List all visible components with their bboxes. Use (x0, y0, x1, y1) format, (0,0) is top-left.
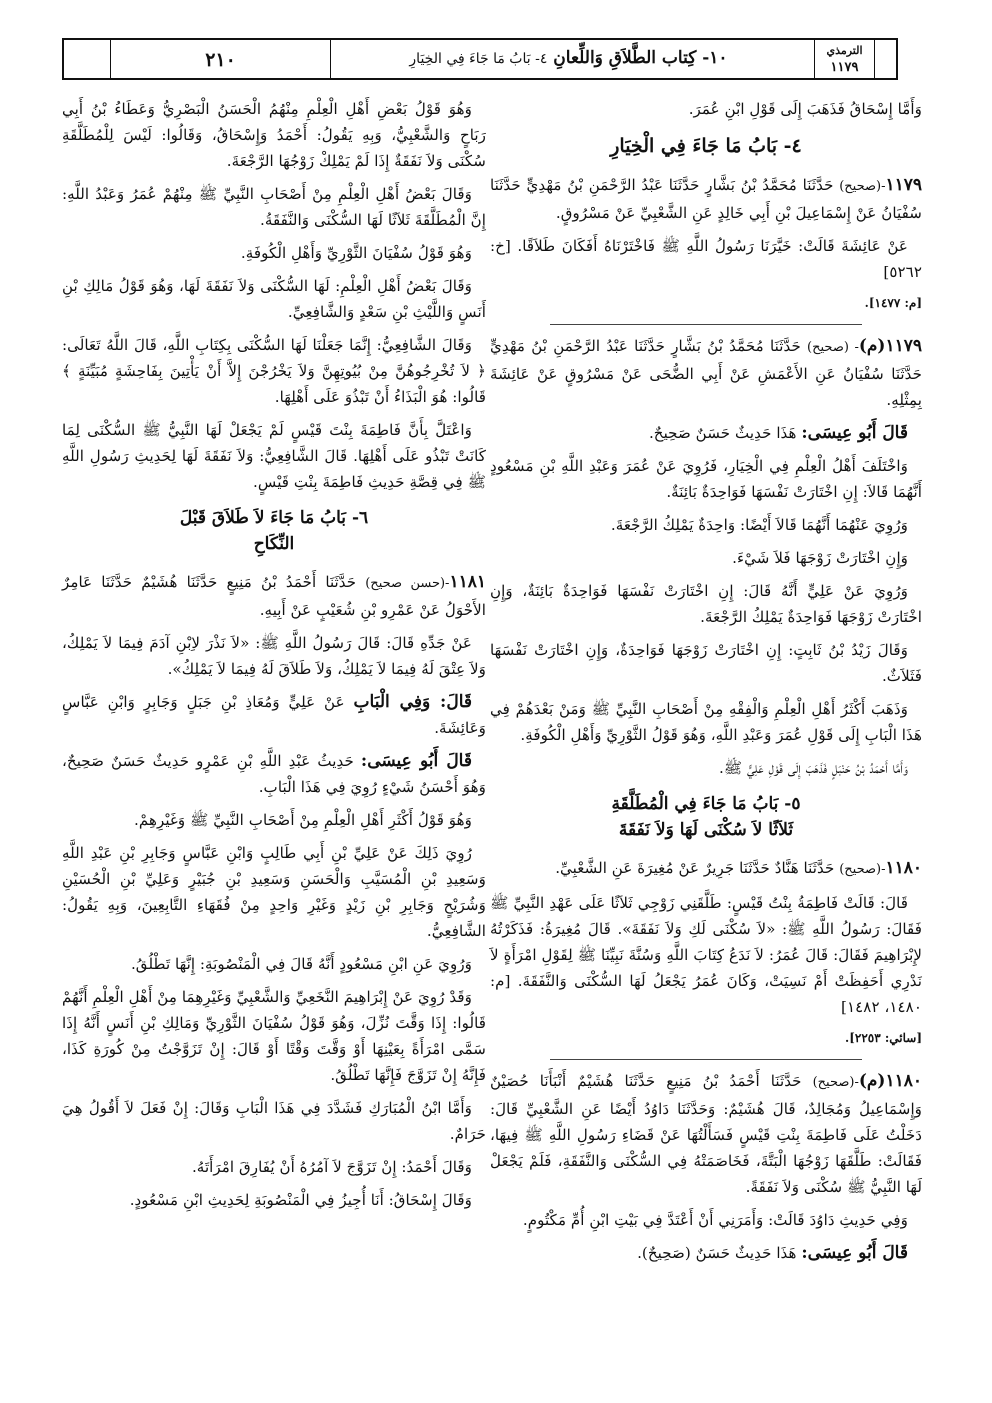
divider (550, 324, 862, 325)
hadith-number: ١١٨٠(م) (858, 1071, 922, 1091)
header-page-number-cell (110, 40, 330, 78)
header-blank-left (64, 40, 110, 78)
chapter-heading-line: النِّكَاحِ (253, 534, 295, 554)
chapter-heading (490, 791, 922, 843)
hadith-1180m (490, 1068, 922, 1200)
hadith-isnad: حَدَّثَنَا هَنَّادٌ حَدَّثَنَا جَرِيرٌ عَنْ مُغِيرَةَ عَنِ الشَّعْبِيِّ. (555, 859, 835, 877)
speaker-label: قَالَ أَبُو عِيسَى: (360, 751, 472, 771)
hadith-isnad: حَدَّثَنَا مُحَمَّدُ بْنُ بَشَّارٍ حَدَّثَنَا عَبْدُ الرَّحْمَنِ بْنُ مَهْدِيٍّ حَدَّثَنَا سُفْيَانُ عَنْ إِسْمَاعِيلَ بْنِ أَبِي خَالِدٍ عَنِ الشَّعْبِيِّ عَنْ مَسْرُوقٍ. (490, 176, 922, 222)
reference: [م: ١٤٧٧]. (864, 296, 922, 310)
header-title-cell (330, 40, 814, 78)
header-hadith-number: ١١٧٩ (830, 60, 859, 75)
hadith-1179m (490, 333, 922, 413)
hadith-number: ١١٧٩ (885, 175, 923, 195)
paragraph: وَهُوَ قَوْلُ أَكْثَرِ أَهْلِ الْعِلْمِ مِنْ أَصْحَابِ النَّبِيِّ ﷺ وَغَيْرِهِمْ. (134, 811, 472, 829)
paragraph: وَقَالَ أَحْمَدُ: إِنْ تَزَوَّجَ لاَ آمُرُهُ أَنْ يُفَارِقَ امْرَأَتَهُ. (191, 1158, 472, 1176)
hadith-matn: عَنْ جَدِّهِ قَالَ: قَالَ رَسُولُ اللَّهِ ﷺ: «لاَ نَذْرَ لاِبْنِ آدَمَ فِيمَا لاَ يَمْلِكُ، وَلاَ عِتْقَ لَهُ فِيمَا لاَ يَمْلِكُ، وَلاَ طَلاَقَ لَهُ فِيمَا لاَ يَمْلِكُ». (62, 634, 486, 678)
reference: [سائي: ٢٢٥٣]. (845, 1031, 922, 1045)
paragraph: وَأَمَّا ابْنُ الْمُبَارَكِ فَشَدَّدَ فِي هَذَا الْبَابِ وَقَالَ: إِنْ فَعَلَ لاَ أَقُولُ هِيَ حَرَامٌ. (62, 1099, 486, 1143)
hadith-grade: -(صحيح) (839, 862, 886, 877)
page-number: ٢١٠ (205, 49, 236, 71)
paragraph: وَفِي حَدِيثِ دَاوُدَ قَالَتْ: وَأَمَرَنِي أَنْ أَعْتَدَّ فِي بَيْتِ ابْنِ أُمِّ مَكْتُومٍ. (522, 1211, 908, 1229)
hadith-isnad: حَدَّثَنَا مُحَمَّدُ بْنُ بَشَّارٍ حَدَّثَنَا عَبْدُ الرَّحْمَنِ بْنُ مَهْدِيٍّ حَدَّثَنَا سُفْيَانُ عَنِ الأَعْمَشِ عَنْ أَبِي الضُّحَى عَنْ مَسْرُوقٍ عَنْ عَائِشَةَ بِمِثْلِهِ. (490, 337, 922, 409)
hadith-grade: -(حسن صحيح) (365, 576, 450, 591)
hadith-matn: عَنْ عَائِشَةَ قَالَتْ: خَيَّرَنَا رَسُولُ اللَّهِ ﷺ فَاخْتَرْنَاهُ أَفَكَانَ طَلاَقًا. [خ: ٥٢٦٢] (490, 237, 922, 281)
hadith-isnad: حَدَّثَنَا أَحْمَدُ بْنُ مَنِيعٍ حَدَّثَنَا هُشَيْمٌ حَدَّثَنَا عَامِرٌ الأَحْوَلُ عَنْ عَمْرِو بْنِ شُعَيْبٍ عَنْ أَبِيهِ. (62, 573, 486, 619)
hadith-number: ١١٨١ (449, 572, 486, 592)
hadith-1180 (490, 855, 922, 883)
paragraph: وَرُوِيَ عَنِ ابْنِ مَسْعُودٍ أَنَّهُ قَالَ فِي الْمَنْصُوبَةِ: إِنَّهَا تَطْلُقُ. (130, 955, 472, 973)
paragraph: وَرُوِيَ عَنْ عَلِيٍّ أَنَّهُ قَالَ: إِنِ اخْتَارَتْ نَفْسَهَا فَوَاحِدَةٌ بَائِنَةٌ، وَإِنِ اخْتَارَتْ زَوْجَهَا فَوَاحِدَةٌ يَمْلِكُ الرَّجْعَةَ. (490, 582, 922, 626)
running-title (331, 48, 806, 68)
paragraph: وَأَمَّا إِسْحَاقُ فَذَهَبَ إِلَى قَوْلِ ابْنِ عُمَرَ. (688, 100, 922, 118)
paragraph: وَاعْتَلَّ بِأَنَّ فَاطِمَةَ بِنْتَ قَيْسٍ لَمْ يَجْعَلْ لَهَا النَّبِيُّ ﷺ السُّكْنَى لِمَا كَانَتْ تَبْذُو عَلَى أَهْلِهَا. قَالَ الشَّافِعِيُّ: وَلاَ نَفَقَةَ لَهَا لِحَدِيثِ رَسُولِ اللَّهِ ﷺ فِي قِصَّةِ حَدِيثِ فَاطِمَةَ بِنْتِ قَيْسٍ. (62, 421, 486, 491)
page-header (62, 38, 898, 80)
right-column (490, 96, 922, 1273)
comment-text: هَذَا حَدِيثٌ حَسَنٌ (صَحِيحٌ). (637, 1244, 797, 1262)
chapter-heading-line: ٥- بَابُ مَا جَاءَ فِي الْمُطَلَّقَةِ (611, 794, 801, 814)
comment-text: حَدِيثُ عَبْدِ اللَّهِ بْنِ عَمْرٍو حَدِيثٌ حَسَنٌ صَحِيحٌ، وَهُوَ أَحْسَنُ شَيْءٍ رُوِيَ فِي هَذَا الْبَابِ. (62, 752, 486, 796)
paragraph: وَقَالَ زَيْدُ بْنُ ثَابِتٍ: إِنِ اخْتَارَتْ زَوْجَهَا فَوَاحِدَةٌ، وَإِنِ اخْتَارَتْ نَفْسَهَا فَثَلاَثٌ. (490, 641, 922, 685)
paragraph: وَقَالَ إِسْحَاقُ: أَنَا أُجِيزُ فِي الْمَنْصُوبَةِ لِحَدِيثِ ابْنِ مَسْعُودٍ. (129, 1191, 472, 1209)
hadith-grade: - (صحيح) (807, 340, 859, 355)
hadith-grade: -(صحيح) (839, 179, 886, 194)
chapter-heading-line: ثَلاَثًا لاَ سُكْنَى لَهَا وَلاَ نَفَقَةَ (618, 820, 794, 840)
chapter-heading (62, 505, 486, 557)
speaker-label: قَالَ أَبُو عِيسَى: (801, 1243, 908, 1263)
paragraph: وَقَالَ بَعْضُ أَهْلِ الْعِلْمِ مِنْ أَصْحَابِ النَّبِيِّ ﷺ مِنْهُمْ عُمَرُ وَعَبْدُ اللَّهِ: إِنَّ الْمُطَلَّقَةَ ثَلاَثًا لَهَا السُّكْنَى وَالنَّفَقَةُ. (62, 185, 486, 229)
comment-text: عَنْ عَلِيٍّ وَمُعَاذِ بْنِ جَبَلٍ وَجَابِرٍ وَابْنِ عَبَّاسٍ وَعَائِشَةَ. (62, 693, 486, 737)
header-blank-right (874, 40, 896, 78)
hadith-1181 (62, 569, 486, 623)
chapter-title: ١٠- كِتاب الطَّلاَقِ وَاللِّعانِ (553, 48, 728, 68)
hadith-text: حَدَّثَنَا أَحْمَدُ بْنُ مَنِيعٍ حَدَّثَنَا هُشَيْمٌ أَنْبَأَنَا حُصَيْنٌ وَإِسْمَاعِيلُ وَمُجَالِدٌ، قَالَ هُشَيْمٌ: وَحَدَّثَنَا دَاوُدُ أَيْضًا عَنِ الشَّعْبِيِّ قَالَ: دَخَلْتُ عَلَى فَاطِمَةَ بِنْتِ قَيْسٍ فَسَأَلْتُهَا عَنْ قَضَاءِ رَسُولِ اللَّهِ ﷺ فِيهَا، فَقَالَتْ: طَلَّقَهَا زَوْجُهَا الْبَتَّةَ، فَخَاصَمَتْهُ فِي السُّكْنَى وَالنَّفَقَةِ، فَلَمْ يَجْعَلْ لَهَا النَّبِيُّ ﷺ سُكْنَى وَلاَ نَفَقَةً. (490, 1072, 922, 1196)
abu-isa-comment (62, 748, 486, 800)
left-column (62, 96, 486, 1220)
abu-isa-comment (490, 420, 922, 446)
paragraph: وَإِنِ اخْتَارَتْ زَوْجَهَا فَلاَ شَيْءَ. (732, 549, 908, 567)
paragraph: وَذَهَبَ أَكْثَرُ أَهْلِ الْعِلْمِ وَالْفِقْهِ مِنْ أَصْحَابِ النَّبِيِّ ﷺ وَمَنْ بَعْدَهُمْ فِي هَذَا الْبَابِ إِلَى قَوْلِ عُمَرَ وَعَبْدِ اللَّهِ، وَهُوَ قَوْلُ الثَّوْرِيِّ وَأَهْلِ الْكُوفَةِ. (490, 700, 922, 744)
hadith-number: ١١٨٠ (885, 858, 922, 878)
hadith-grade: -(صحيح) (812, 1075, 859, 1090)
header-book-cell (814, 40, 874, 78)
abu-isa-comment (490, 1240, 922, 1266)
paragraph: وَقَالَ بَعْضُ أَهْلِ الْعِلْمِ: لَهَا السُّكْنَى وَلاَ نَفَقَةَ لَهَا، وَهُوَ قَوْلُ مَالِكِ بْنِ أَنَسٍ وَاللَّيْثِ بْنِ سَعْدٍ وَالشَّافِعِيِّ. (62, 277, 486, 321)
divider (550, 1059, 862, 1060)
paragraph: وَاخْتَلَفَ أَهْلُ الْعِلْمِ فِي الْخِيَارِ، فَرُوِيَ عَنْ عُمَرَ وَعَبْدِ اللَّهِ بْنِ مَسْعُودٍ أَنَّهُمَا قَالاَ: إِنِ اخْتَارَتْ نَفْسَهَا فَوَاحِدَةٌ بَائِنَةٌ. (490, 457, 922, 501)
paragraph: وَأَمَّا أَحْمَدُ بْنُ حَنْبَلٍ فَذَهَبَ إِلَى قَوْلِ عَلِيٍّ ﷺ. (718, 759, 908, 777)
paragraph: رُوِيَ ذَلِكَ عَنْ عَلِيِّ بْنِ أَبِي طَالِبٍ وَابْنِ عَبَّاسٍ وَجَابِرِ بْنِ عَبْدِ اللَّهِ وَسَعِيدِ بْنِ الْمُسَيَّبِ وَالْحَسَنِ وَسَعِيدِ بْنِ جُبَيْرٍ وَعَلِيِّ بْنِ الْحُسَيْنِ وَشُرَيْحٍ وَجَابِرِ بْنِ زَيْدٍ وَغَيْرِ وَاحِدٍ مِنْ فُقَهَاءِ التَّابِعِينَ، وَبِهِ يَقُولُ: الشَّافِعِيُّ. (62, 844, 486, 940)
paragraph: وَقَالَ الشَّافِعِيُّ: إِنَّمَا جَعَلْنَا لَهَا السُّكْنَى بِكِتَابِ اللَّهِ، قَالَ اللَّهُ تَعَالَى: ﴿ لاَ تُخْرِجُوهُنَّ مِنْ بُيُوتِهِنَّ وَلاَ يَخْرُجْنَ إِلاَّ أَنْ يَأْتِينَ بِفَاحِشَةٍ مُبَيِّنَةٍ ﴾ قَالُوا: هُوَ الْبَذَاءُ أَنْ تَبْذُوَ عَلَى أَهْلِهَا. (62, 336, 486, 406)
hadith-1179 (490, 172, 922, 226)
speaker-label: قَالَ: وَفِي الْبَابِ (353, 692, 472, 712)
speaker-label: قَالَ أَبُو عِيسَى: (801, 423, 908, 443)
hadith-matn: قَالَ: قَالَتْ فَاطِمَةُ بِنْتُ قَيْسٍ: طَلَّقَنِي زَوْجِي ثَلاَثًا عَلَى عَهْدِ النَّبِيِّ ﷺ فَقَالَ: رَسُولُ اللَّهِ ﷺ: «لاَ سُكْنَى لَكِ وَلاَ نَفَقَةَ». قَالَ مُغِيرَةُ: فَذَكَرْتُهُ لإِبْرَاهِيمَ فَقَالَ: قَالَ عُمَرُ: لاَ نَدَعُ كِتَابَ اللَّهِ وَسُنَّةَ نَبِيِّنَا ﷺ لِقَوْلِ امْرَأَةٍ لاَ نَدْرِي أَحَفِظَتْ أَمْ نَسِيَتْ، وَكَانَ عُمَرُ يَجْعَلُ لَهَا السُّكْنَى وَالنَّفَقَةَ. [م: ١٤٨٠، ١٤٨٢] (490, 894, 922, 1016)
paragraph: وَهُوَ قَوْلُ بَعْضِ أَهْلِ الْعِلْمِ مِنْهُمُ الْحَسَنُ الْبَصْرِيُّ وَعَطَاءُ بْنُ أَبِي رَبَاحٍ وَالشَّعْبِيُّ، وَبِهِ يَقُولُ: أَحْمَدُ وَإِسْحَاقُ، وَقَالُوا: لَيْسَ لِلْمُطَلَّقَةِ سُكْنَى وَلاَ نَفَقَةٌ إِذَا لَمْ يَمْلِكْ زَوْجُهَا الرَّجْعَةَ. (62, 100, 486, 170)
chapter-heading: ٤- بَابُ مَا جَاءَ فِي الْخِيَارِ (610, 135, 802, 157)
comment-text: هَذَا حَدِيثٌ حَسَنٌ صَحِيحٌ. (648, 424, 797, 442)
fil-bab-note (62, 689, 486, 741)
paragraph: وَقَدْ رُوِيَ عَنْ إِبْرَاهِيمَ النَّخَعِيِّ وَالشَّعْبِيِّ وَغَيْرِهِمَا مِنْ أَهْلِ الْعِلْمِ أَنَّهُمْ قَالُوا: إِذَا وَقَّتَ نُزِّلَ، وَهُوَ قَوْلُ سُفْيَانَ الثَّوْرِيِّ وَمَالِكِ بْنِ أَنَسٍ أَنَّهُ إِذَا سَمَّى امْرَأَةً بِعَيْنِهَا أَوْ وَقَّتَ وَقْتًا أَوْ قَالَ: إِنْ تَزَوَّجْتُ مِنْ كُورَةِ كَذَا، فَإِنَّهُ إِنْ تَزَوَّجَ فَإِنَّهَا تَطْلُقُ. (62, 988, 486, 1084)
paragraph: وَهُوَ قَوْلُ سُفْيَانَ الثَّوْرِيِّ وَأَهْلِ الْكُوفَةِ. (240, 244, 472, 262)
section-title: ٤- بَابُ مَا جَاءَ فِي الخِيَارِ (409, 51, 548, 67)
hadith-number: ١١٧٩(م) (858, 336, 922, 356)
paragraph: وَرُوِيَ عَنْهُمَا أَنَّهُمَا قَالاَ أَيْضًا: وَاحِدَةٌ يَمْلِكُ الرَّجْعَةَ. (610, 516, 908, 534)
book-name: الترمذي (826, 44, 863, 57)
chapter-heading-line: ٦- بَابُ مَا جَاءَ لاَ طَلاَقَ قَبْلَ (179, 508, 369, 528)
